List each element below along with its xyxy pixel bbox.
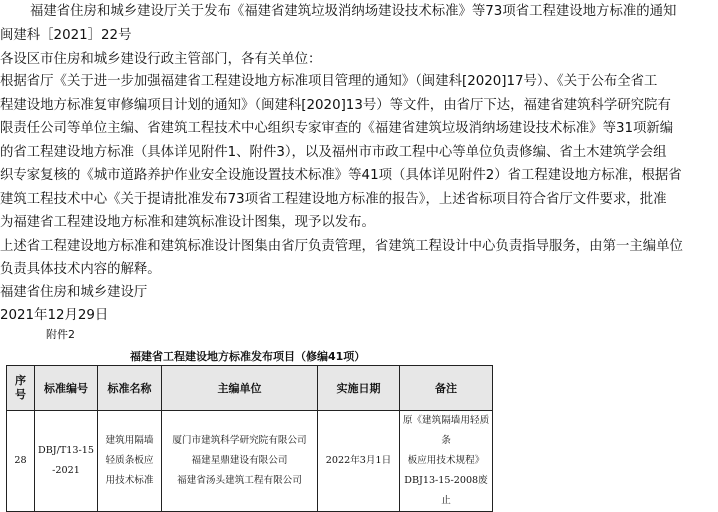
attachment-label: 附件2 xyxy=(46,328,75,341)
cell-line: 福建省汤头建筑工程有限公司 xyxy=(177,475,302,486)
header-cell: 标准编号 xyxy=(35,366,98,411)
standards-table xyxy=(6,365,493,512)
paragraph-line: 上述省工程建设地方标准和建筑标准设计图集由省厅负责管理，省建筑工程设计中心负责指导服务，由第一主编单位 xyxy=(0,239,683,254)
paragraph-line: 负责具体技术内容的解释。 xyxy=(0,262,161,277)
header-cell: 标准名称 xyxy=(98,366,162,411)
paragraph-line: 限责任公司等单位主编、省建筑工程技术中心组织专家审查的《福建省建筑垃圾消纳场建设技术标准》等31项新编 xyxy=(0,121,674,136)
table-title: 福建省工程建设地方标准发布项目（修编41项） xyxy=(130,350,366,363)
implementation-date: 2022年3月1日 xyxy=(318,411,400,512)
row-number: 28 xyxy=(7,411,35,512)
issue-date: 2021年12月29日 xyxy=(0,308,109,323)
cell-line: 建筑用隔墙 xyxy=(105,435,154,446)
paragraph-line: 建筑工程技术中心《关于提请批准发布73项省工程建设地方标准的报告》，上述省标项目符合省厅文件要求，批准 xyxy=(0,192,667,207)
paragraph-line: 根据省厅《关于进一步加强福建省工程建设地方标准项目管理的通知》（闽建科[2020]17号）、《关于公布全省工 xyxy=(0,74,658,89)
paragraph-line: 的省工程建设地方标准（具体详见附件1、附件3），以及福州市市政工程中心等单位负责修编、省土木建筑学会组 xyxy=(0,145,667,160)
cell-line: 轻质条板应 xyxy=(105,455,154,466)
cell-line: 原《建筑隔墙用轻质条 xyxy=(402,415,490,446)
standard-name xyxy=(98,411,162,512)
doc-number: 闽建科［2021］22号 xyxy=(0,28,132,43)
cell-line: 厦门市建筑科学研究院有限公司 xyxy=(172,435,307,446)
header-label: 序号 xyxy=(15,374,26,401)
cell-line: 板应用技术规程》 xyxy=(407,455,485,466)
chief-editor-units xyxy=(162,411,318,512)
cell-line: -2021 xyxy=(52,465,80,476)
paragraph-line: 为福建省工程建设地方标准和建筑标准设计图集，现予以发布。 xyxy=(0,215,375,230)
header-cell: 实施日期 xyxy=(318,366,400,411)
paragraph-line: 程建设地方标准复审修编项目计划的通知》（闽建科[2020]13号）等文件，由省厅下达，福建省建筑科学研究院有 xyxy=(0,98,671,113)
paragraph-line: 织专家复核的《城市道路养护作业安全设施设置技术标准》等41项（具体详见附件2）省工程建设地方标准，根据省 xyxy=(0,168,682,183)
cell-line: 福建星鼎建设有限公司 xyxy=(191,455,288,466)
remarks xyxy=(400,411,493,512)
notice-title: 福建省住房和城乡建设厅关于发布《福建省建筑垃圾消纳场建设技术标准》等73项省工程建设地方标准的通知 xyxy=(30,4,677,19)
header-cell: 主编单位 xyxy=(162,366,318,411)
standard-code xyxy=(35,411,98,512)
header-cell xyxy=(7,366,35,411)
salutation: 各设区市住房和城乡建设行政主管部门，各有关单位： xyxy=(0,52,322,67)
header-cell: 备注 xyxy=(400,366,493,411)
issuer: 福建省住房和城乡建设厅 xyxy=(0,285,148,300)
cell-line: DBJ13-15-2008废止 xyxy=(404,475,488,506)
table-row xyxy=(7,411,493,512)
cell-line: DBJ/T13-15 xyxy=(38,445,94,456)
table-header-row xyxy=(7,366,493,411)
cell-line: 用技术标准 xyxy=(105,475,154,486)
